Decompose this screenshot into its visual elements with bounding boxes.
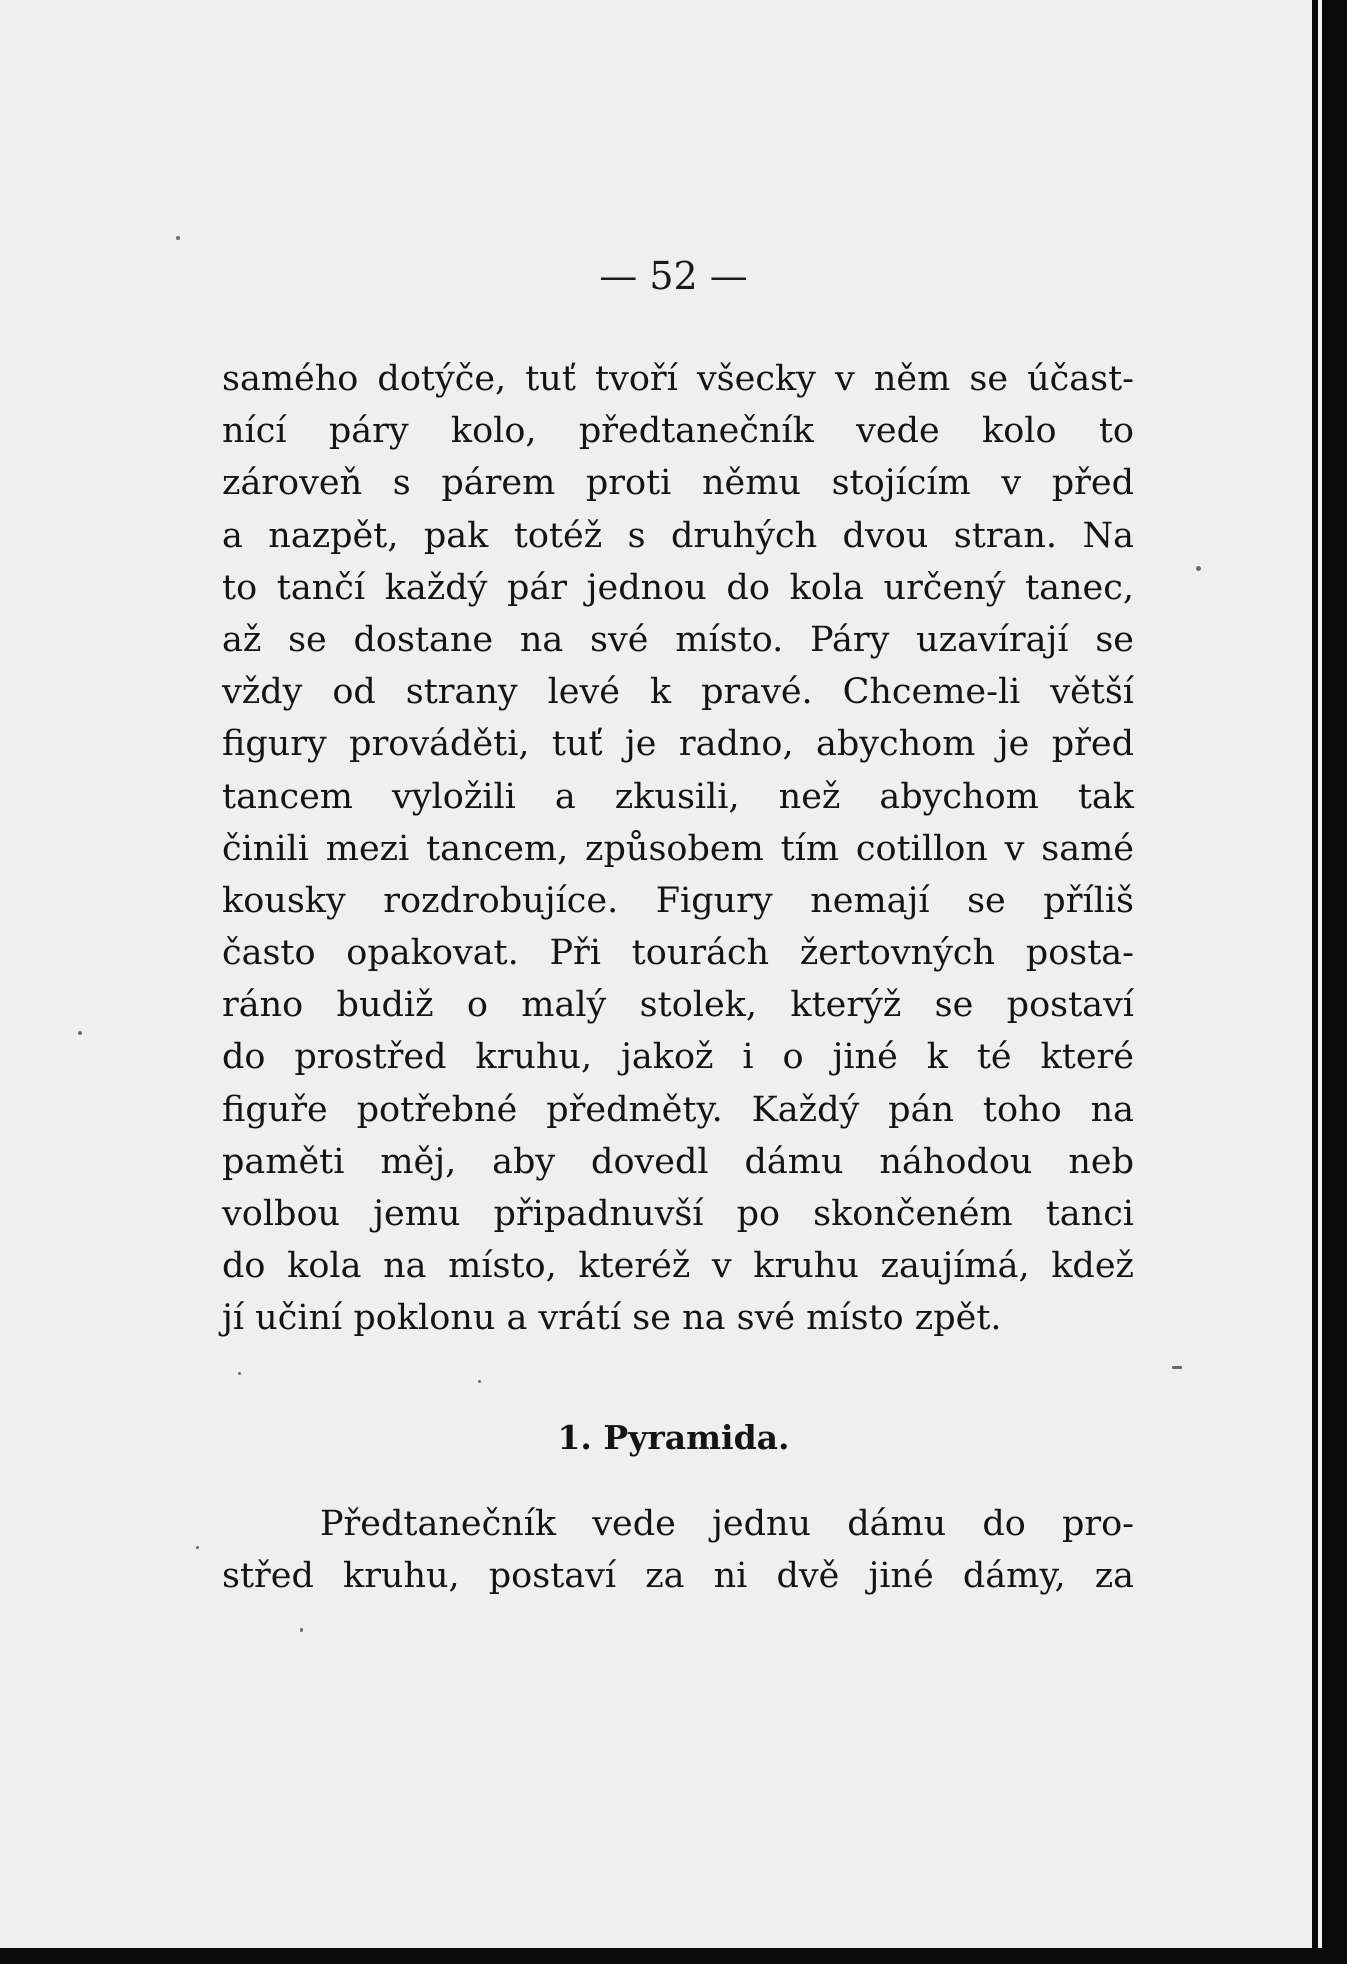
paper-speck	[478, 1380, 481, 1383]
text-line: až se dostane na své místo. Páry uzavírají se	[222, 619, 1134, 660]
text-line: tancem vyložili a zkusili, než abychom tak	[222, 776, 1134, 817]
body-paragraph	[222, 353, 1134, 1345]
section-paragraph	[222, 1498, 1134, 1602]
page-number: — 52 —	[599, 254, 748, 298]
text-line: nící páry kolo, předtanečník vede kolo to	[222, 411, 1134, 452]
paper-speck	[196, 1546, 199, 1549]
text-line: to tančí každý pár jednou do kola určený tanec,	[222, 567, 1134, 608]
paper-speck	[238, 1372, 241, 1375]
paper-speck	[78, 1031, 82, 1035]
scan-border-line	[1318, 0, 1322, 1964]
paper-speck	[300, 1628, 303, 1632]
text-line: vždy od strany levé k pravé. Chceme-li větší	[222, 672, 1134, 713]
text-line: zároveň s párem proti němu stojícím v před	[222, 463, 1134, 504]
text-line: do kola na místo, kteréž v kruhu zaujímá, kdež	[222, 1246, 1134, 1287]
text-line: paměti měj, aby dovedl dámu náhodou neb	[222, 1141, 1134, 1182]
text-line: volbou jemu připadnuvší po skončeném tanci	[222, 1194, 1134, 1234]
paper-speck	[1172, 1366, 1182, 1369]
text-line: samého dotýče, tuť tvoří všecky v něm se účast-	[222, 359, 1134, 399]
paper-speck	[1196, 566, 1201, 571]
text-line: a nazpět, pak totéž s druhých dvou stran. Na	[222, 515, 1134, 556]
text-line: často opakovat. Při tourách žertovných posta-	[222, 933, 1134, 974]
text-line: ráno budiž o malý stolek, kterýž se postaví	[222, 985, 1134, 1026]
section-heading: 1. Pyramida.	[557, 1418, 790, 1457]
text-line: jí učiní poklonu a vrátí se na své místo zpět.	[222, 1298, 1002, 1339]
text-line: do prostřed kruhu, jakož i o jiné k té které	[222, 1037, 1134, 1078]
text-line: střed kruhu, postaví za ni dvě jiné dámy, za	[222, 1556, 1134, 1597]
text-line: kousky rozdrobujíce. Figury nemají se příliš	[222, 880, 1134, 921]
text-line: Předtanečník vede jednu dámu do pro-	[320, 1504, 1134, 1544]
scan-border-bottom	[0, 1948, 1347, 1964]
text-line: činili mezi tancem, způsobem tím cotillon v samé	[222, 828, 1134, 869]
text-line: figuře potřebné předměty. Každý pán toho na	[222, 1089, 1134, 1130]
paper-speck	[176, 236, 180, 240]
text-line: figury prováděti, tuť je radno, abychom je před	[222, 724, 1134, 765]
